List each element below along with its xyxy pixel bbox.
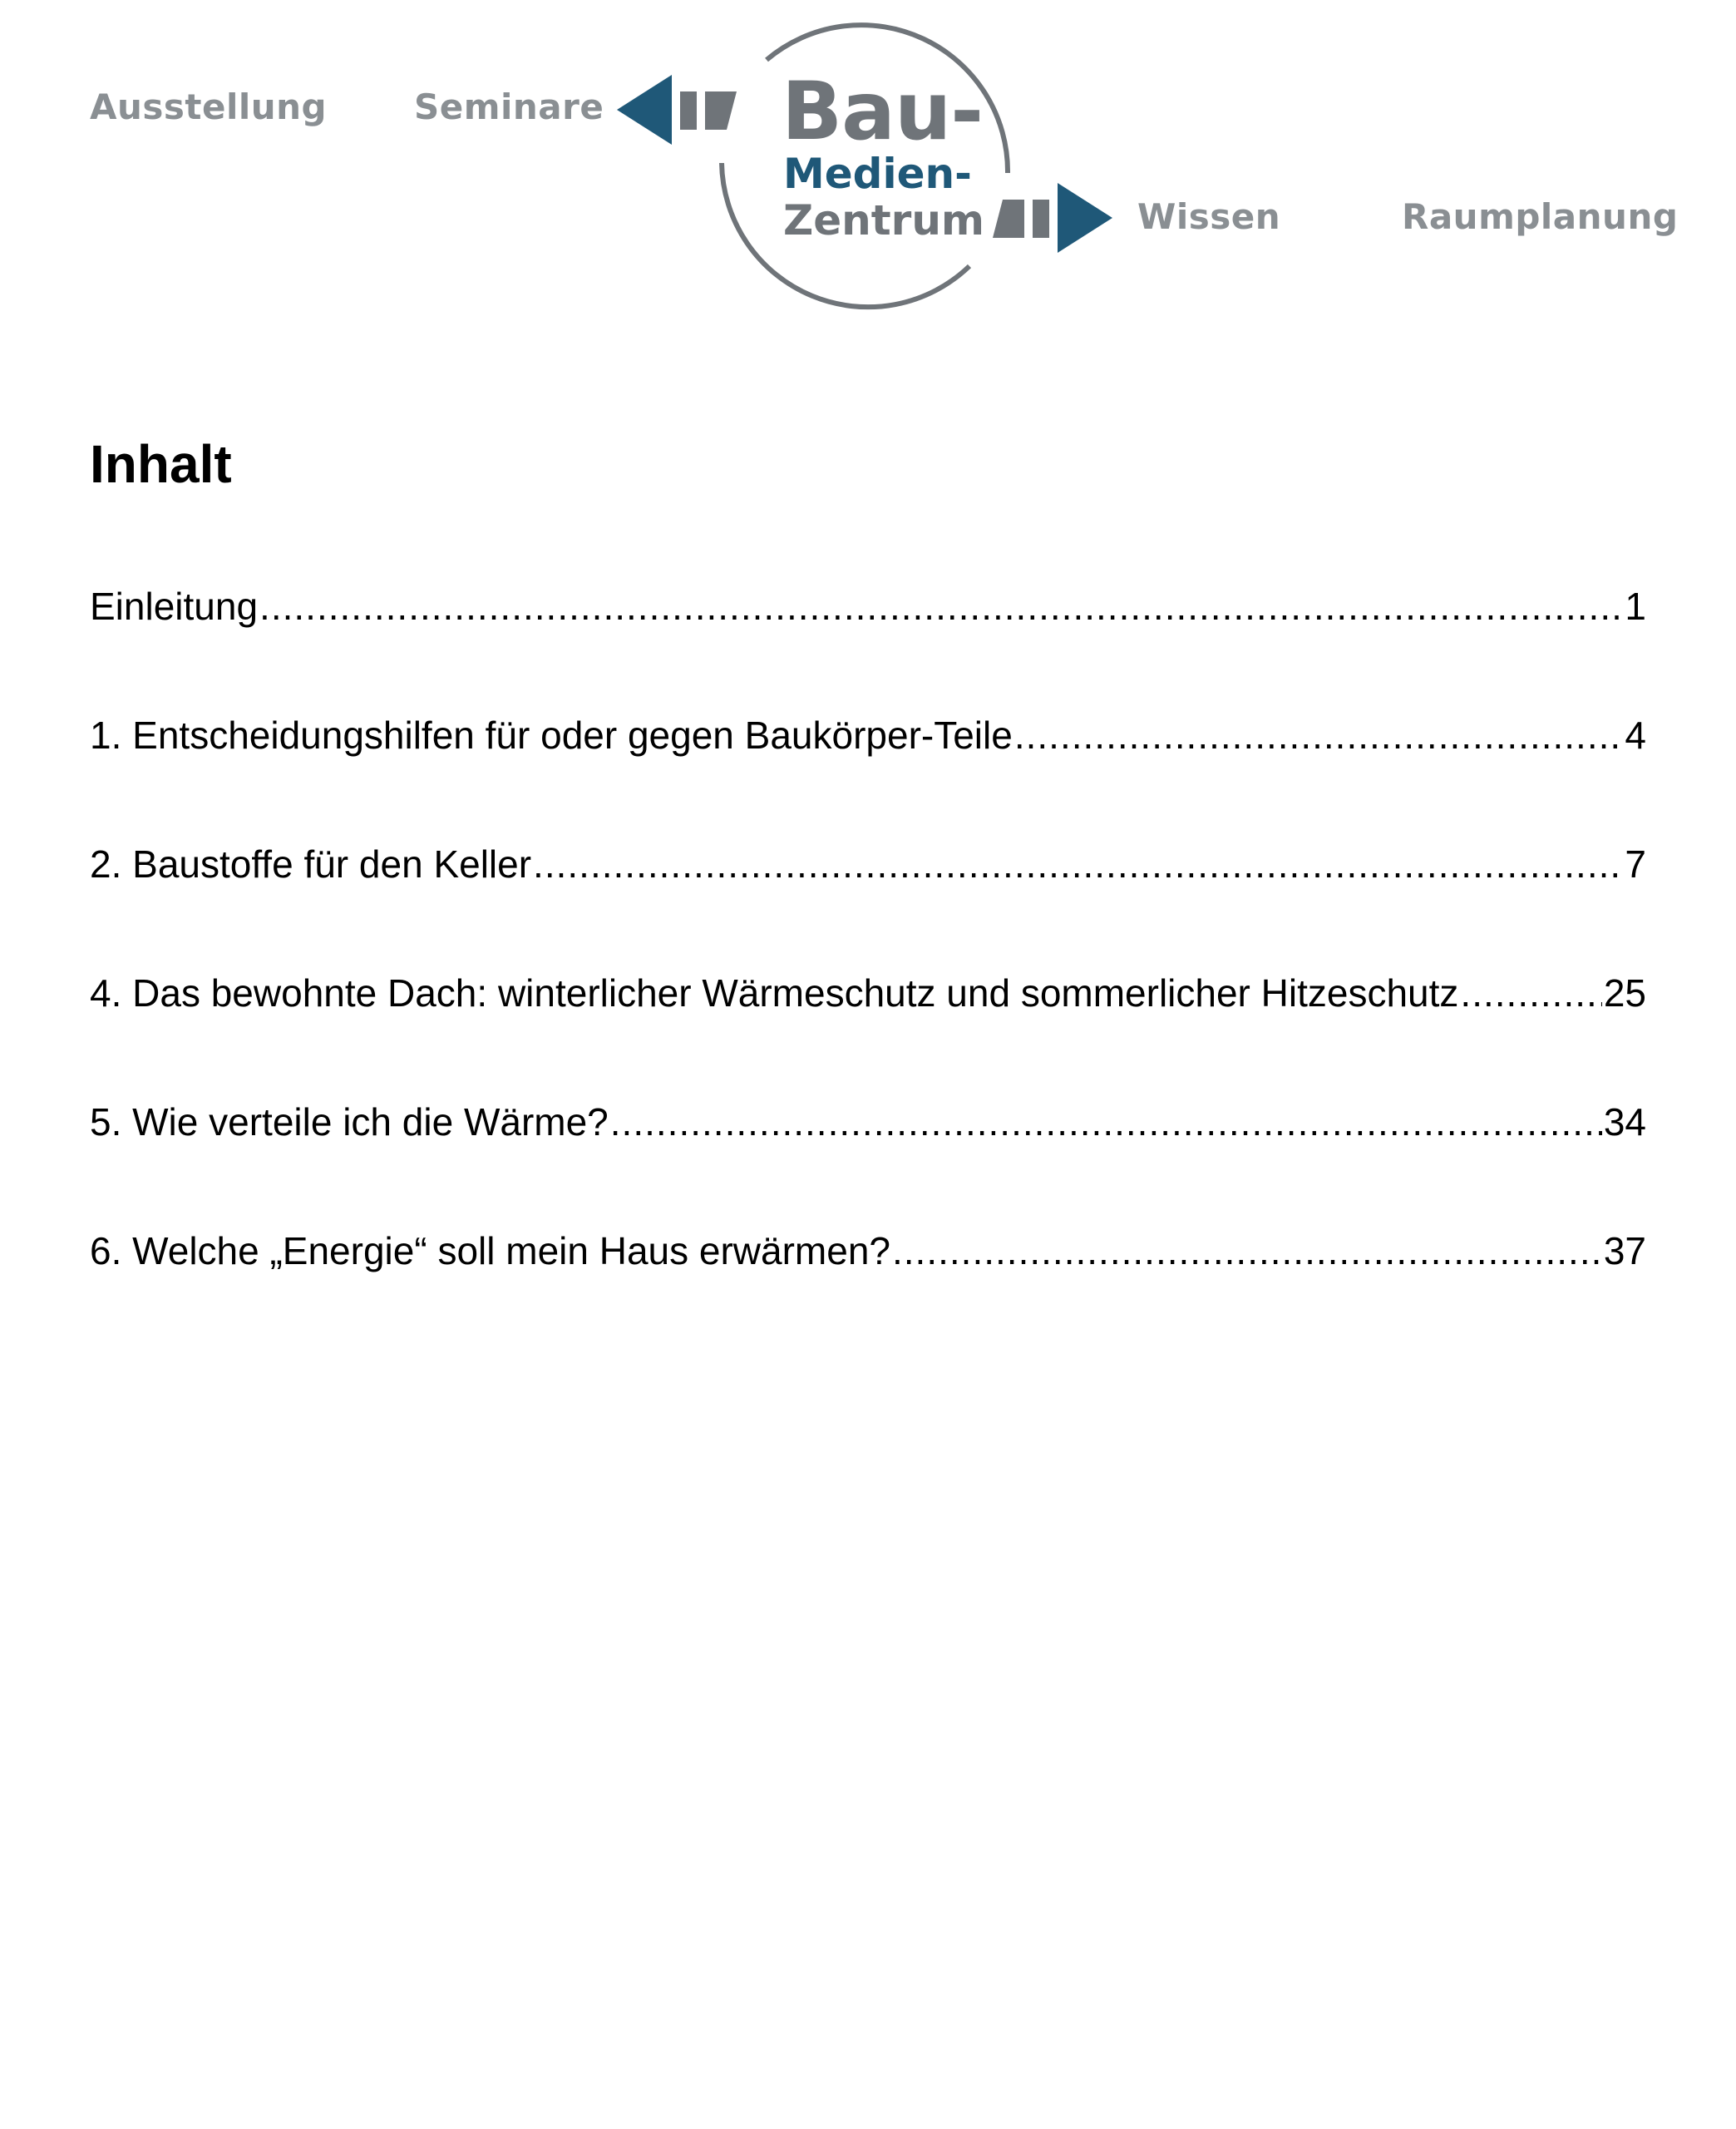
toc-entry-page: 34 [1603,1100,1646,1144]
toc-entry[interactable] [90,971,1646,1103]
toc-dot-leader [1460,974,1601,1012]
toc-entry-page: 25 [1603,971,1646,1015]
bau-medien-zentrum-logo [0,0,1736,333]
toc-entry[interactable] [90,1229,1646,1361]
right-arrow-bar-1 [993,200,1024,238]
toc-dot-leader [892,1232,1602,1270]
toc-dot-leader [610,1103,1602,1141]
toc-entry-page: 7 [1625,842,1646,886]
toc-entry[interactable] [90,1100,1646,1232]
logo-text-bau: Bau- [782,65,984,158]
toc-entry-page: 4 [1625,714,1646,757]
left-arrow-bar-1 [680,91,697,130]
toc-entry-page: 37 [1603,1229,1646,1272]
toc-title: Inhalt [90,434,232,494]
toc-dot-leader [533,845,1623,883]
nav-ausstellung: Ausstellung [90,86,328,127]
right-arrow-bar-2 [1033,200,1049,238]
toc-entry-label: 2. Baustoffe für den Keller [90,842,532,886]
toc-entry-label: 6. Welche „Energie“ soll mein Haus erwärmen? [90,1229,890,1272]
page-header [0,0,1736,333]
nav-seminare: Seminare [414,86,604,127]
nav-wissen: Wissen [1137,196,1281,237]
right-arrow-icon [1058,183,1112,253]
toc-entry-label: 1. Entscheidungshilfen für oder gegen Baukörper-Teile [90,714,1013,757]
logo-text-zentrum: Zentrum [783,196,985,245]
toc-entry[interactable] [90,716,1646,845]
toc-entry[interactable] [90,842,1646,974]
toc-entry-page: 1 [1625,585,1646,628]
nav-raumplanung: Raumplanung [1402,196,1679,237]
toc-entry-label: 4. Das bewohnte Dach: winterlicher Wärmeschutz und sommerlicher Hitzeschutz [90,971,1459,1015]
toc-list [90,587,1646,1361]
toc-dot-leader [1014,716,1624,754]
toc-dot-leader [259,587,1623,625]
left-arrow-icon [617,75,672,145]
logo-text-medien: Medien- [783,150,972,198]
toc-entry-label: 5. Wie verteile ich die Wärme? [90,1100,609,1144]
left-arrow-bar-2 [705,91,737,130]
toc-entry[interactable] [90,587,1646,716]
toc-entry-label: Einleitung [90,585,259,628]
